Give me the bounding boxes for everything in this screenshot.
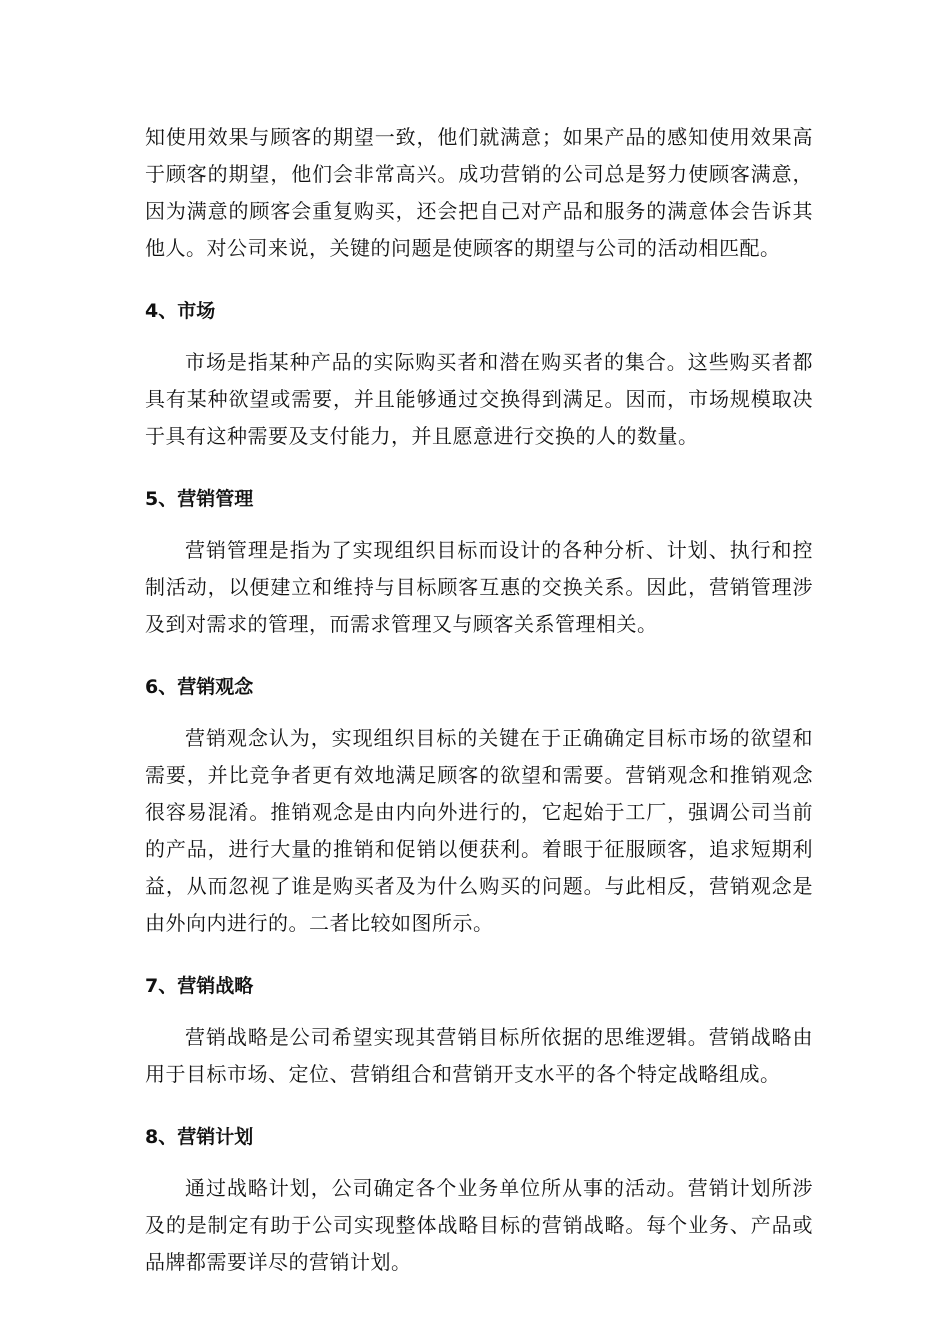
section-body-marketing-concept: 营销观念认为，实现组织目标的关键在于正确确定目标市场的欲望和需要，并比竞争者更有效地满足顾客的欲望和需要。营销观念和推销观念很容易混淆。推销观念是由内向外进行的，它起始于工厂，强调公司当前的产品，进行大量的推销和促销以便获利。着眼于征服顾客，追求短期利益，从而忽视了谁是购买者及为什么购买的问题。与此相反，营销观念是由外向内进行的。二者比较如图所示。	[145, 726, 813, 935]
section-heading-marketing-concept: 6、营销观念	[145, 676, 254, 698]
section-heading-market: 4、市场	[145, 300, 216, 322]
section-heading-marketing-plan: 8、营销计划	[145, 1126, 254, 1148]
section-heading-marketing-management: 5、营销管理	[145, 488, 254, 510]
section-body-marketing-plan: 通过战略计划，公司确定各个业务单位所从事的活动。营销计划所涉及的是制定有助于公司实现整体战略目标的营销战略。每个业务、产品或品牌都需要详尽的营销计划。	[145, 1176, 813, 1274]
section-body-marketing-management: 营销管理是指为了实现组织目标而设计的各种分析、计划、执行和控制活动，以便建立和维持与目标顾客互惠的交换关系。因此，营销管理涉及到对需求的管理，而需求管理又与顾客关系管理相关。	[145, 538, 813, 636]
section-body-marketing-strategy: 营销战略是公司希望实现其营销目标所依据的思维逻辑。营销战略由用于目标市场、定位、营销组合和营销开支水平的各个特定战略组成。	[145, 1025, 813, 1086]
section-heading-marketing-strategy: 7、营销战略	[145, 975, 254, 997]
section-body-market: 市场是指某种产品的实际购买者和潜在购买者的集合。这些购买者都具有某种欲望或需要，并且能够通过交换得到满足。因而，市场规模取决于具有这种需要及支付能力，并且愿意进行交换的人的数量。	[145, 350, 813, 448]
document-body	[145, 119, 813, 1281]
intro-paragraph: 知使用效果与顾客的期望一致，他们就满意；如果产品的感知使用效果高于顾客的期望，他们会非常高兴。成功营销的公司总是努力使顾客满意，因为满意的顾客会重复购买，还会把自己对产品和服务的满意体会告诉其他人。对公司来说，关键的问题是使顾客的期望与公司的活动相匹配。	[145, 125, 813, 260]
